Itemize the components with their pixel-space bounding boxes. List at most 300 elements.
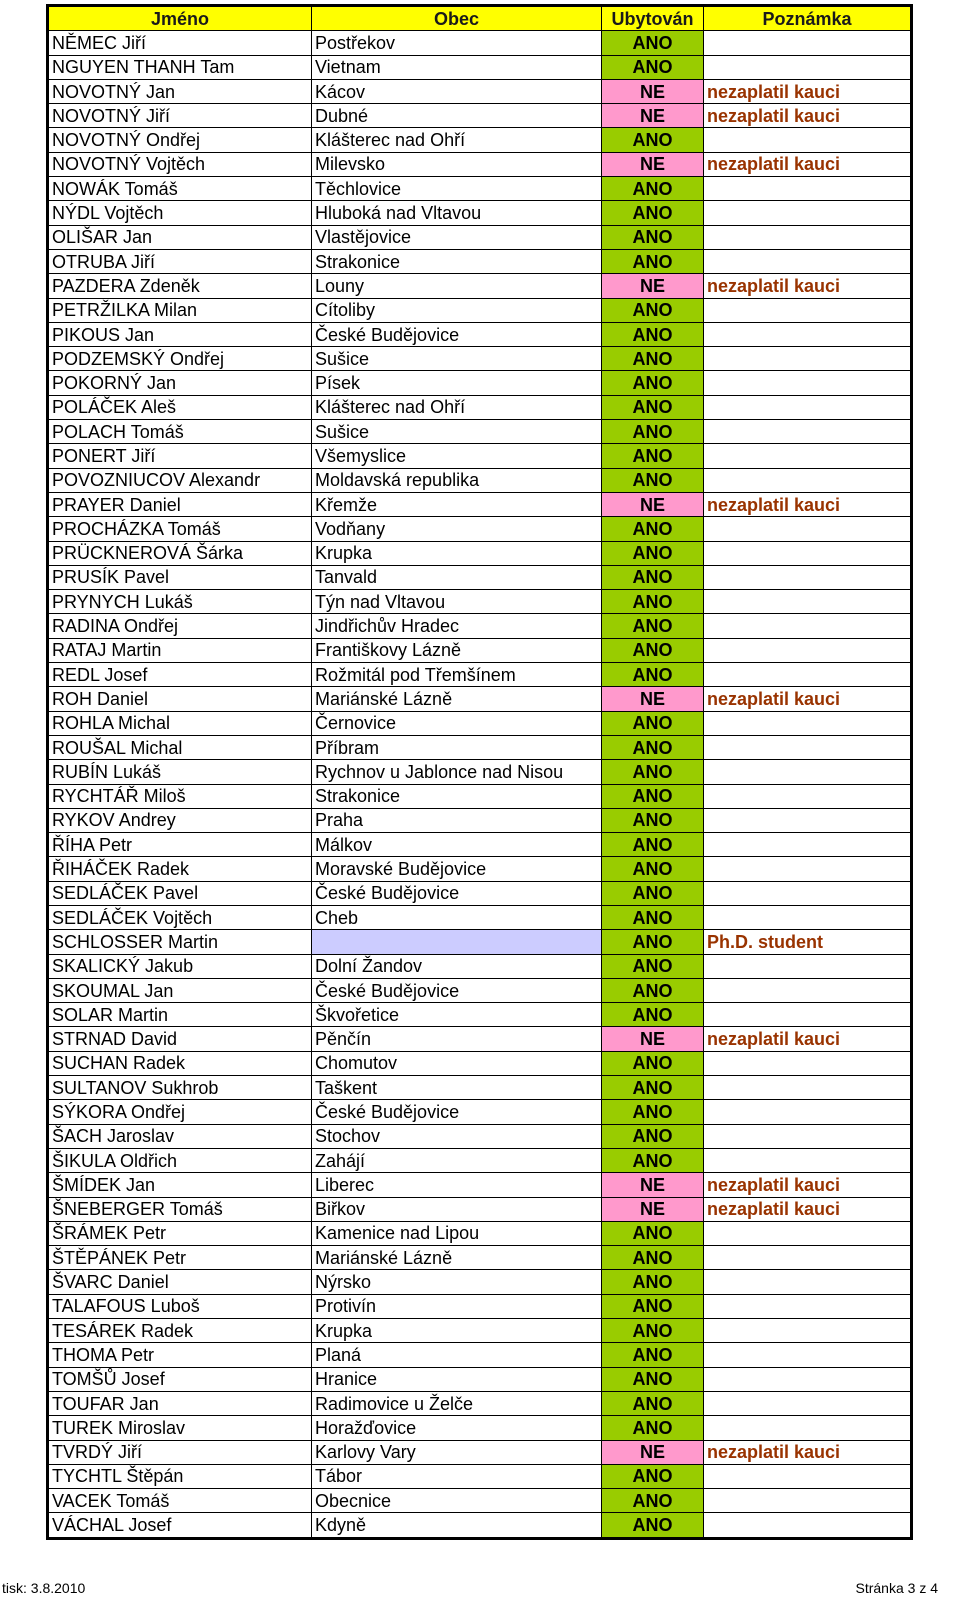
note-cell xyxy=(704,1489,912,1513)
note-cell xyxy=(704,614,912,638)
column-header-note: Poznámka xyxy=(704,6,912,31)
table-row xyxy=(48,1246,912,1270)
city-cell: Moravské Budějovice xyxy=(312,857,602,881)
person-name-cell: SKALICKÝ Jakub xyxy=(48,954,312,978)
table-row xyxy=(48,614,912,638)
note-cell: nezaplatil kauci xyxy=(704,152,912,176)
city-cell: Vlastějovice xyxy=(312,225,602,249)
accommodation-table-container xyxy=(46,4,910,1540)
column-header-city: Obec xyxy=(312,6,602,31)
note-cell xyxy=(704,1221,912,1245)
person-name-cell: TUREK Miroslav xyxy=(48,1416,312,1440)
person-name-cell: TESÁREK Radek xyxy=(48,1319,312,1343)
city-cell: Protivín xyxy=(312,1294,602,1318)
table-row xyxy=(48,322,912,346)
print-date: tisk: 3.8.2010 xyxy=(2,1580,86,1596)
note-cell xyxy=(704,201,912,225)
person-name-cell: ŠACH Jaroslav xyxy=(48,1124,312,1148)
table-row xyxy=(48,1416,912,1440)
table-row xyxy=(48,590,912,614)
city-cell: Horažďovice xyxy=(312,1416,602,1440)
accommodated-status-cell: ANO xyxy=(602,614,704,638)
note-cell: nezaplatil kauci xyxy=(704,274,912,298)
table-row xyxy=(48,1003,912,1027)
accommodated-status-cell: ANO xyxy=(602,1464,704,1488)
person-name-cell: POKORNÝ Jan xyxy=(48,371,312,395)
person-name-cell: RADINA Ondřej xyxy=(48,614,312,638)
person-name-cell: VÁCHAL Josef xyxy=(48,1513,312,1538)
table-row xyxy=(48,201,912,225)
table-row xyxy=(48,565,912,589)
table-row xyxy=(48,79,912,103)
person-name-cell: TALAFOUS Luboš xyxy=(48,1294,312,1318)
note-cell xyxy=(704,1003,912,1027)
city-cell: Příbram xyxy=(312,735,602,759)
city-cell: Františkovy Lázně xyxy=(312,638,602,662)
table-row xyxy=(48,347,912,371)
table-row xyxy=(48,833,912,857)
person-name-cell: NOVOTNÝ Ondřej xyxy=(48,128,312,152)
accommodated-status-cell: ANO xyxy=(602,225,704,249)
city-cell: Strakonice xyxy=(312,784,602,808)
note-cell xyxy=(704,1051,912,1075)
note-cell: nezaplatil kauci xyxy=(704,79,912,103)
accommodated-status-cell: ANO xyxy=(602,1489,704,1513)
table-row xyxy=(48,152,912,176)
city-cell: Planá xyxy=(312,1343,602,1367)
table-row xyxy=(48,1221,912,1245)
table-row xyxy=(48,444,912,468)
city-cell: Stochov xyxy=(312,1124,602,1148)
city-cell: Karlovy Vary xyxy=(312,1440,602,1464)
note-cell xyxy=(704,565,912,589)
table-row xyxy=(48,1294,912,1318)
note-cell: Ph.D. student xyxy=(704,930,912,954)
table-row xyxy=(48,881,912,905)
table-row xyxy=(48,128,912,152)
note-cell xyxy=(704,249,912,273)
city-cell: Sušice xyxy=(312,420,602,444)
accommodated-status-cell: ANO xyxy=(602,905,704,929)
note-cell xyxy=(704,638,912,662)
accommodated-status-cell: NE xyxy=(602,492,704,516)
column-header-accommodated: Ubytován xyxy=(602,6,704,31)
note-cell xyxy=(704,1464,912,1488)
note-cell xyxy=(704,177,912,201)
city-cell: Kdyně xyxy=(312,1513,602,1538)
city-cell: Mariánské Lázně xyxy=(312,687,602,711)
city-cell: Moldavská republika xyxy=(312,468,602,492)
accommodated-status-cell: ANO xyxy=(602,347,704,371)
table-row xyxy=(48,687,912,711)
city-cell: Chomutov xyxy=(312,1051,602,1075)
person-name-cell: TOUFAR Jan xyxy=(48,1391,312,1415)
accommodated-status-cell: ANO xyxy=(602,444,704,468)
accommodated-status-cell: ANO xyxy=(602,784,704,808)
accommodated-status-cell: ANO xyxy=(602,517,704,541)
note-cell xyxy=(704,371,912,395)
note-cell xyxy=(704,322,912,346)
accommodated-status-cell: ANO xyxy=(602,298,704,322)
person-name-cell: PROCHÁZKA Tomáš xyxy=(48,517,312,541)
person-name-cell: POLÁČEK Aleš xyxy=(48,395,312,419)
table-row xyxy=(48,420,912,444)
person-name-cell: STRNAD David xyxy=(48,1027,312,1051)
table-row xyxy=(48,978,912,1002)
table-row xyxy=(48,541,912,565)
city-cell: Cheb xyxy=(312,905,602,929)
note-cell xyxy=(704,395,912,419)
person-name-cell: PRUSÍK Pavel xyxy=(48,565,312,589)
table-row xyxy=(48,808,912,832)
person-name-cell: SEDLÁČEK Pavel xyxy=(48,881,312,905)
table-row xyxy=(48,1027,912,1051)
accommodated-status-cell: ANO xyxy=(602,1294,704,1318)
person-name-cell: ŠTĚPÁNEK Petr xyxy=(48,1246,312,1270)
table-row xyxy=(48,905,912,929)
accommodated-status-cell: ANO xyxy=(602,663,704,687)
accommodated-status-cell: ANO xyxy=(602,1148,704,1172)
accommodated-status-cell: ANO xyxy=(602,711,704,735)
note-cell: nezaplatil kauci xyxy=(704,687,912,711)
accommodated-status-cell: NE xyxy=(602,152,704,176)
city-cell: Škvořetice xyxy=(312,1003,602,1027)
note-cell xyxy=(704,905,912,929)
table-row xyxy=(48,1148,912,1172)
accommodated-status-cell: NE xyxy=(602,104,704,128)
accommodated-status-cell: NE xyxy=(602,1173,704,1197)
person-name-cell: RATAJ Martin xyxy=(48,638,312,662)
note-cell xyxy=(704,1391,912,1415)
city-cell: Strakonice xyxy=(312,249,602,273)
person-name-cell: NGUYEN THANH Tam xyxy=(48,55,312,79)
accommodated-status-cell: ANO xyxy=(602,201,704,225)
accommodated-status-cell: ANO xyxy=(602,833,704,857)
person-name-cell: ŠMÍDEK Jan xyxy=(48,1173,312,1197)
note-cell xyxy=(704,663,912,687)
person-name-cell: PIKOUS Jan xyxy=(48,322,312,346)
table-row xyxy=(48,517,912,541)
accommodated-status-cell: ANO xyxy=(602,31,704,55)
accommodated-status-cell: ANO xyxy=(602,978,704,1002)
person-name-cell: PONERT Jiří xyxy=(48,444,312,468)
city-cell: České Budějovice xyxy=(312,978,602,1002)
table-row xyxy=(48,1051,912,1075)
accommodated-status-cell: ANO xyxy=(602,1003,704,1027)
accommodated-status-cell: ANO xyxy=(602,954,704,978)
accommodated-status-cell: ANO xyxy=(602,249,704,273)
city-cell: Sušice xyxy=(312,347,602,371)
person-name-cell: NÝDL Vojtěch xyxy=(48,201,312,225)
city-cell: Nýrsko xyxy=(312,1270,602,1294)
note-cell xyxy=(704,1367,912,1391)
person-name-cell: SEDLÁČEK Vojtěch xyxy=(48,905,312,929)
table-row xyxy=(48,274,912,298)
accommodated-status-cell: ANO xyxy=(602,857,704,881)
person-name-cell: NOWÁK Tomáš xyxy=(48,177,312,201)
city-cell: Milevsko xyxy=(312,152,602,176)
city-cell: Radimovice u Želče xyxy=(312,1391,602,1415)
accommodated-status-cell: ANO xyxy=(602,1270,704,1294)
accommodated-status-cell: ANO xyxy=(602,128,704,152)
city-cell: Křemže xyxy=(312,492,602,516)
person-name-cell: PRAYER Daniel xyxy=(48,492,312,516)
accommodated-status-cell: ANO xyxy=(602,930,704,954)
note-cell xyxy=(704,1343,912,1367)
note-cell xyxy=(704,808,912,832)
note-cell xyxy=(704,444,912,468)
person-name-cell: VACEK Tomáš xyxy=(48,1489,312,1513)
table-row xyxy=(48,1197,912,1221)
person-name-cell: ŘIHÁČEK Radek xyxy=(48,857,312,881)
note-cell xyxy=(704,857,912,881)
person-name-cell: ŠRÁMEK Petr xyxy=(48,1221,312,1245)
accommodated-status-cell: ANO xyxy=(602,1124,704,1148)
accommodated-status-cell: ANO xyxy=(602,1246,704,1270)
person-name-cell: PODZEMSKÝ Ondřej xyxy=(48,347,312,371)
person-name-cell: SULTANOV Sukhrob xyxy=(48,1076,312,1100)
person-name-cell: SOLAR Martin xyxy=(48,1003,312,1027)
table-row xyxy=(48,31,912,55)
city-cell: Rychnov u Jablonce nad Nisou xyxy=(312,760,602,784)
table-row xyxy=(48,371,912,395)
note-cell: nezaplatil kauci xyxy=(704,1440,912,1464)
accommodated-status-cell: ANO xyxy=(602,55,704,79)
accommodation-table xyxy=(46,4,913,1540)
note-cell xyxy=(704,225,912,249)
note-cell xyxy=(704,298,912,322)
table-row xyxy=(48,1367,912,1391)
note-cell xyxy=(704,420,912,444)
table-row xyxy=(48,1343,912,1367)
accommodated-status-cell: ANO xyxy=(602,395,704,419)
city-cell: Krupka xyxy=(312,541,602,565)
accommodated-status-cell: ANO xyxy=(602,371,704,395)
table-row xyxy=(48,711,912,735)
note-cell xyxy=(704,468,912,492)
person-name-cell: RUBÍN Lukáš xyxy=(48,760,312,784)
person-name-cell: NĚMEC Jiří xyxy=(48,31,312,55)
accommodated-status-cell: ANO xyxy=(602,1513,704,1538)
person-name-cell: ROUŠAL Michal xyxy=(48,735,312,759)
city-cell: Dubné xyxy=(312,104,602,128)
city-cell: Hranice xyxy=(312,1367,602,1391)
note-cell xyxy=(704,881,912,905)
city-cell: Vodňany xyxy=(312,517,602,541)
city-cell: Taškent xyxy=(312,1076,602,1100)
person-name-cell: ŠVARC Daniel xyxy=(48,1270,312,1294)
note-cell: nezaplatil kauci xyxy=(704,1173,912,1197)
city-cell: Krupka xyxy=(312,1319,602,1343)
city-cell: Mariánské Lázně xyxy=(312,1246,602,1270)
note-cell xyxy=(704,954,912,978)
person-name-cell: TYCHTL Štěpán xyxy=(48,1464,312,1488)
note-cell xyxy=(704,128,912,152)
note-cell: nezaplatil kauci xyxy=(704,1027,912,1051)
accommodated-status-cell: ANO xyxy=(602,565,704,589)
note-cell xyxy=(704,760,912,784)
table-row xyxy=(48,468,912,492)
city-cell: České Budějovice xyxy=(312,322,602,346)
note-cell xyxy=(704,1319,912,1343)
person-name-cell: POLACH Tomáš xyxy=(48,420,312,444)
column-header-name: Jméno xyxy=(48,6,312,31)
accommodated-status-cell: ANO xyxy=(602,638,704,662)
city-cell: Tanvald xyxy=(312,565,602,589)
person-name-cell: NOVOTNÝ Jiří xyxy=(48,104,312,128)
city-cell: Těchlovice xyxy=(312,177,602,201)
city-cell: Klášterec nad Ohří xyxy=(312,395,602,419)
person-name-cell: PETRŽILKA Milan xyxy=(48,298,312,322)
person-name-cell: PRYNYCH Lukáš xyxy=(48,590,312,614)
person-name-cell: THOMA Petr xyxy=(48,1343,312,1367)
city-cell: Klášterec nad Ohří xyxy=(312,128,602,152)
accommodated-status-cell: ANO xyxy=(602,322,704,346)
accommodated-status-cell: ANO xyxy=(602,1319,704,1343)
table-row xyxy=(48,1513,912,1538)
accommodated-status-cell: ANO xyxy=(602,1343,704,1367)
note-cell xyxy=(704,1270,912,1294)
table-row xyxy=(48,784,912,808)
person-name-cell: POVOZNIUCOV Alexandr xyxy=(48,468,312,492)
person-name-cell: OLIŠAR Jan xyxy=(48,225,312,249)
note-cell xyxy=(704,1076,912,1100)
accommodated-status-cell: ANO xyxy=(602,881,704,905)
city-cell: Zahájí xyxy=(312,1148,602,1172)
table-row xyxy=(48,857,912,881)
note-cell xyxy=(704,31,912,55)
person-name-cell: PRÜCKNEROVÁ Šárka xyxy=(48,541,312,565)
accommodated-status-cell: ANO xyxy=(602,760,704,784)
city-cell: Praha xyxy=(312,808,602,832)
person-name-cell: TOMŠŮ Josef xyxy=(48,1367,312,1391)
note-cell xyxy=(704,1100,912,1124)
person-name-cell: RYCHTÁŘ Miloš xyxy=(48,784,312,808)
page-number: Stránka 3 z 4 xyxy=(855,1580,938,1596)
person-name-cell: ROH Daniel xyxy=(48,687,312,711)
table-row xyxy=(48,1173,912,1197)
table-row xyxy=(48,930,912,954)
person-name-cell: SÝKORA Ondřej xyxy=(48,1100,312,1124)
note-cell xyxy=(704,1124,912,1148)
accommodated-status-cell: NE xyxy=(602,1027,704,1051)
table-header-row xyxy=(48,6,912,31)
table-row xyxy=(48,954,912,978)
note-cell xyxy=(704,711,912,735)
person-name-cell: TVRDÝ Jiří xyxy=(48,1440,312,1464)
accommodated-status-cell: ANO xyxy=(602,808,704,832)
table-row xyxy=(48,225,912,249)
accommodated-status-cell: ANO xyxy=(602,541,704,565)
page-footer xyxy=(0,1580,960,1598)
table-row xyxy=(48,104,912,128)
accommodated-status-cell: NE xyxy=(602,274,704,298)
note-cell xyxy=(704,1513,912,1538)
note-cell xyxy=(704,1294,912,1318)
note-cell xyxy=(704,517,912,541)
accommodated-status-cell: ANO xyxy=(602,1367,704,1391)
city-cell: Tábor xyxy=(312,1464,602,1488)
city-cell: Rožmitál pod Třemšínem xyxy=(312,663,602,687)
table-row xyxy=(48,55,912,79)
table-row xyxy=(48,1464,912,1488)
table-row xyxy=(48,298,912,322)
city-cell: Hluboká nad Vltavou xyxy=(312,201,602,225)
accommodated-status-cell: ANO xyxy=(602,177,704,201)
note-cell xyxy=(704,1148,912,1172)
note-cell xyxy=(704,735,912,759)
note-cell xyxy=(704,978,912,1002)
accommodated-status-cell: ANO xyxy=(602,420,704,444)
note-cell xyxy=(704,833,912,857)
table-row xyxy=(48,1319,912,1343)
city-cell: Týn nad Vltavou xyxy=(312,590,602,614)
note-cell: nezaplatil kauci xyxy=(704,104,912,128)
city-cell: České Budějovice xyxy=(312,1100,602,1124)
city-cell xyxy=(312,930,602,954)
table-row xyxy=(48,249,912,273)
table-row xyxy=(48,492,912,516)
person-name-cell: NOVOTNÝ Vojtěch xyxy=(48,152,312,176)
accommodated-status-cell: NE xyxy=(602,1440,704,1464)
city-cell: Černovice xyxy=(312,711,602,735)
table-row xyxy=(48,1440,912,1464)
city-cell: Jindřichův Hradec xyxy=(312,614,602,638)
table-row xyxy=(48,1100,912,1124)
city-cell: Písek xyxy=(312,371,602,395)
person-name-cell: ŠNEBERGER Tomáš xyxy=(48,1197,312,1221)
city-cell: Kácov xyxy=(312,79,602,103)
note-cell xyxy=(704,784,912,808)
table-row xyxy=(48,735,912,759)
city-cell: Vietnam xyxy=(312,55,602,79)
city-cell: České Budějovice xyxy=(312,881,602,905)
person-name-cell: OTRUBA Jiří xyxy=(48,249,312,273)
accommodated-status-cell: ANO xyxy=(602,1051,704,1075)
accommodated-status-cell: ANO xyxy=(602,1391,704,1415)
city-cell: Postřekov xyxy=(312,31,602,55)
accommodated-status-cell: NE xyxy=(602,687,704,711)
city-cell: Cítoliby xyxy=(312,298,602,322)
accommodated-status-cell: ANO xyxy=(602,590,704,614)
table-row xyxy=(48,760,912,784)
note-cell: nezaplatil kauci xyxy=(704,1197,912,1221)
city-cell: Liberec xyxy=(312,1173,602,1197)
table-row xyxy=(48,177,912,201)
table-row xyxy=(48,638,912,662)
person-name-cell: SUCHAN Radek xyxy=(48,1051,312,1075)
person-name-cell: NOVOTNÝ Jan xyxy=(48,79,312,103)
table-row xyxy=(48,395,912,419)
accommodated-status-cell: ANO xyxy=(602,1221,704,1245)
note-cell xyxy=(704,347,912,371)
table-row xyxy=(48,1076,912,1100)
city-cell: Všemyslice xyxy=(312,444,602,468)
note-cell xyxy=(704,541,912,565)
person-name-cell: ROHLA Michal xyxy=(48,711,312,735)
accommodated-status-cell: ANO xyxy=(602,468,704,492)
table-row xyxy=(48,1270,912,1294)
city-cell: Dolní Žandov xyxy=(312,954,602,978)
accommodated-status-cell: NE xyxy=(602,1197,704,1221)
city-cell: Pěnčín xyxy=(312,1027,602,1051)
accommodated-status-cell: ANO xyxy=(602,1416,704,1440)
accommodated-status-cell: ANO xyxy=(602,735,704,759)
person-name-cell: SKOUMAL Jan xyxy=(48,978,312,1002)
table-row xyxy=(48,663,912,687)
person-name-cell: REDL Josef xyxy=(48,663,312,687)
city-cell: Kamenice nad Lipou xyxy=(312,1221,602,1245)
